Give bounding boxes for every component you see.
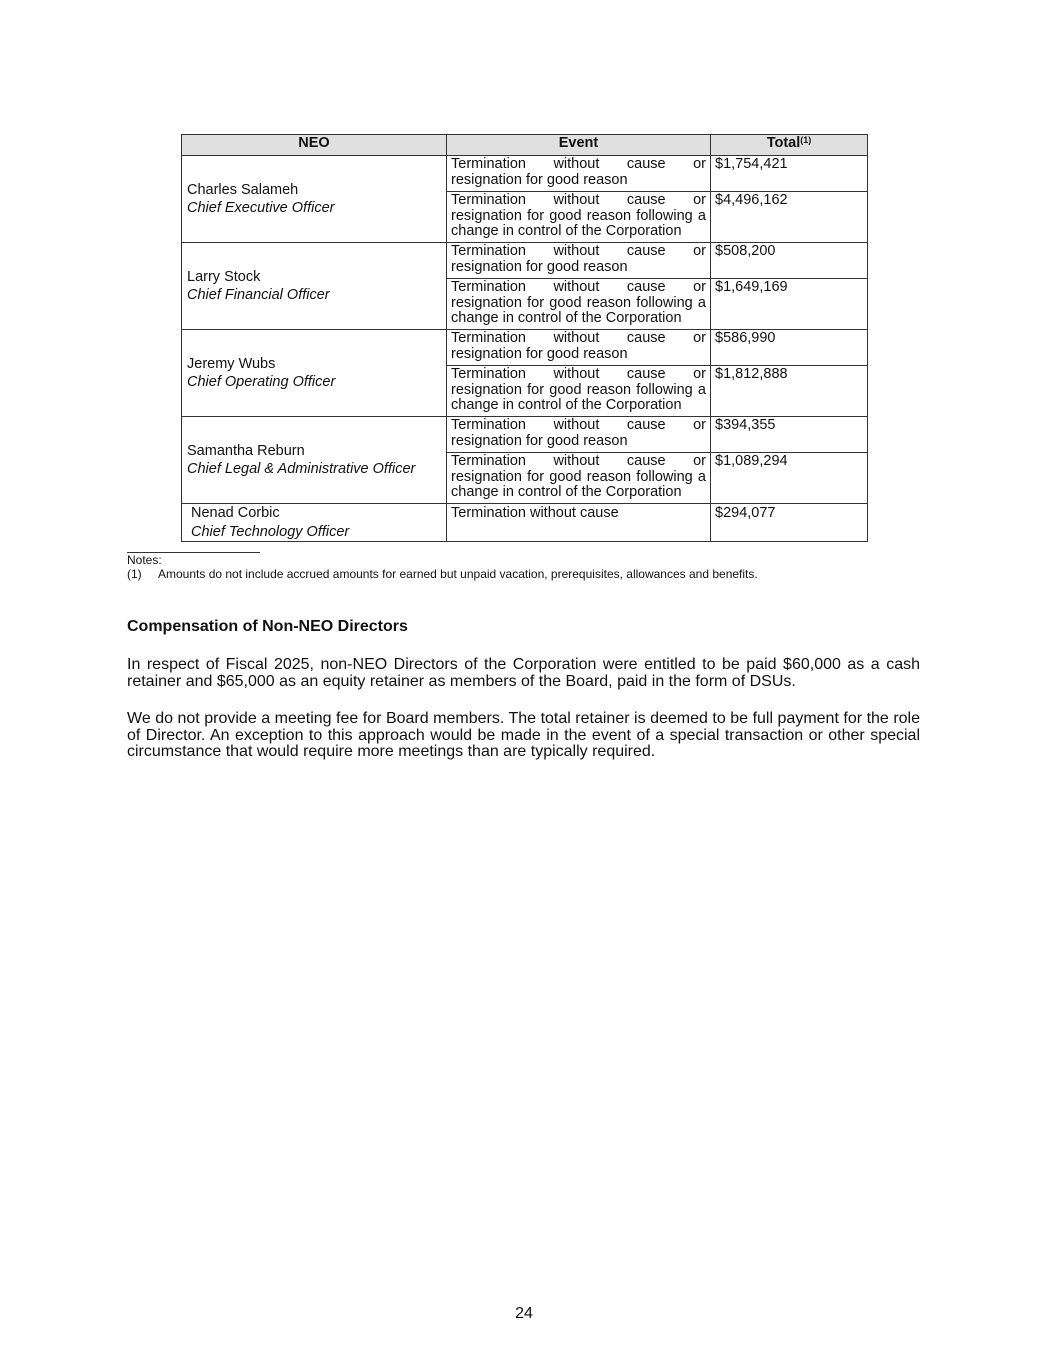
event-cell: Termination without cause or resignation for good reason bbox=[447, 156, 711, 192]
note-item bbox=[127, 567, 758, 581]
neo-title: Chief Operating Officer bbox=[187, 374, 336, 390]
event-cell: Termination without cause or resignation for good reason bbox=[447, 417, 711, 453]
table-row bbox=[182, 330, 868, 366]
event-cell: Termination without cause or resignation for good reason following a change in control of the Corporation bbox=[447, 453, 711, 504]
neo-cell bbox=[182, 243, 447, 330]
total-cell: $1,754,421 bbox=[711, 156, 868, 192]
event-cell: Termination without cause or resignation for good reason following a change in control of the Corporation bbox=[447, 192, 711, 243]
note-number: (1) bbox=[127, 567, 142, 581]
body-paragraph: We do not provide a meeting fee for Board members. The total retainer is deemed to be full payment for the role of Director. An exception to this approach would be made in the event of a special transaction or other special circumstance that would require more meetings than are typically required. bbox=[127, 710, 920, 760]
page-number: 24 bbox=[515, 1305, 533, 1322]
neo-cell bbox=[182, 330, 447, 417]
table-header-row bbox=[182, 135, 868, 156]
neo-cell bbox=[182, 156, 447, 243]
termination-payments-table bbox=[181, 134, 868, 542]
event-cell: Termination without cause or resignation for good reason following a change in control of the Corporation bbox=[447, 366, 711, 417]
table-row bbox=[182, 417, 868, 453]
footnote-ref: (1) bbox=[800, 135, 812, 145]
neo-name: Larry Stock bbox=[187, 268, 261, 285]
neo-title: Chief Legal & Administrative Officer bbox=[187, 461, 416, 477]
total-cell: $1,089,294 bbox=[711, 453, 868, 504]
neo-name: Samantha Reburn bbox=[187, 442, 305, 459]
body-paragraph: In respect of Fiscal 2025, non-NEO Directors of the Corporation were entitled to be paid $60,000 as a cash retainer and $65,000 as an equity retainer as members of the Board, paid in the form of DSUs. bbox=[127, 656, 920, 690]
total-cell: $1,649,169 bbox=[711, 279, 868, 330]
event-cell: Termination without cause bbox=[447, 504, 711, 542]
table-row bbox=[182, 156, 868, 192]
neo-cell bbox=[182, 504, 447, 542]
note-text: Amounts do not include accrued amounts for earned but unpaid vacation, prerequisites, allowances and benefits. bbox=[158, 567, 758, 581]
total-cell: $1,812,888 bbox=[711, 366, 868, 417]
header-event: Event bbox=[447, 135, 711, 156]
neo-title: Chief Technology Officer bbox=[191, 523, 350, 540]
neo-name: Jeremy Wubs bbox=[187, 355, 276, 372]
total-cell: $4,496,162 bbox=[711, 192, 868, 243]
neo-name: Nenad Corbic bbox=[191, 505, 280, 521]
event-cell: Termination without cause or resignation for good reason following a change in control of the Corporation bbox=[447, 279, 711, 330]
neo-title: Chief Financial Officer bbox=[187, 287, 330, 303]
neo-cell bbox=[182, 417, 447, 504]
total-cell: $586,990 bbox=[711, 330, 868, 366]
neo-title: Chief Executive Officer bbox=[187, 200, 335, 216]
notes-label: Notes: bbox=[127, 553, 162, 567]
section-heading: Compensation of Non-NEO Directors bbox=[127, 618, 408, 635]
total-cell: $508,200 bbox=[711, 243, 868, 279]
neo-name: Charles Salameh bbox=[187, 181, 299, 198]
event-cell: Termination without cause or resignation for good reason bbox=[447, 330, 711, 366]
event-cell: Termination without cause or resignation for good reason bbox=[447, 243, 711, 279]
header-total bbox=[711, 135, 868, 156]
total-cell: $294,077 bbox=[711, 504, 868, 542]
table-row bbox=[182, 243, 868, 279]
header-neo: NEO bbox=[182, 135, 447, 156]
header-total-label: Total bbox=[766, 135, 801, 151]
table-row bbox=[182, 504, 868, 542]
total-cell: $394,355 bbox=[711, 417, 868, 453]
